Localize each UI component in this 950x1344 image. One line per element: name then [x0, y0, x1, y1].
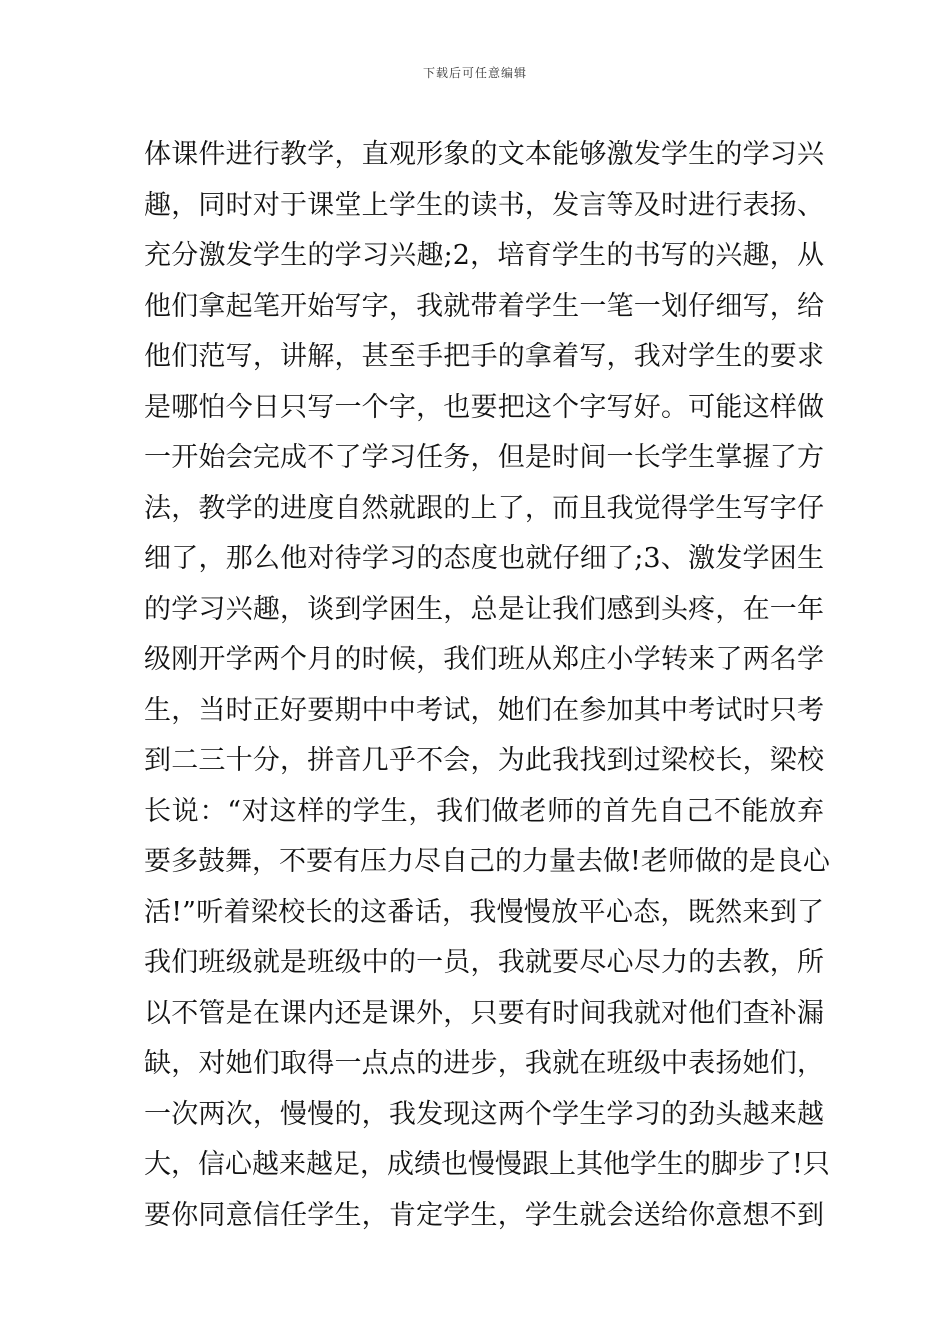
text-line: 一开始会完成不了学习任务，但是时间一长学生掌握了方	[144, 442, 824, 473]
body-text	[144, 130, 830, 1241]
text-line: 要你同意信任学生，肯定学生，学生就会送给你意想不到	[144, 1199, 824, 1231]
text-line: 是哪怕今日只写一个字，也要把这个字写好。可能这样做	[144, 391, 824, 423]
text-line: 要多鼓舞，不要有压力尽自己的力量去做!老师做的是良心	[144, 846, 830, 877]
text-line: 他们范写，讲解，甚至手把手的拿着写，我对学生的要求	[144, 341, 824, 372]
text-line: 体课件进行教学，直观形象的文本能够激发学生的学习兴	[144, 139, 824, 170]
text-line: 缺，对她们取得一点点的进步，我就在班级中表扬她们，	[144, 1048, 824, 1079]
text-line: 级刚开学两个月的时候，我们班从郑庄小学转来了两名学	[144, 644, 824, 675]
text-line: 到二三十分，拼音几乎不会，为此我找到过梁校长，梁校	[144, 745, 824, 776]
text-line: 细了，那么他对待学习的态度也就仔细了;3、激发学困生	[144, 543, 824, 574]
text-line: 活!”听着梁校长的这番话，我慢慢放平心态，既然来到了	[144, 896, 824, 928]
text-line: 长说：“对这样的学生，我们做老师的首先自己不能放弃	[144, 795, 824, 827]
text-line: 趣，同时对于课堂上学生的读书，发言等及时进行表扬、	[144, 189, 824, 221]
text-line: 以不管是在课内还是课外，只要有时间我就对他们查补漏	[144, 997, 824, 1029]
text-line: 大，信心越来越足，成绩也慢慢跟上其他学生的脚步了!只	[144, 1149, 830, 1180]
text-line: 他们拿起笔开始写字，我就带着学生一笔一划仔细写，给	[144, 290, 824, 322]
text-line: 充分激发学生的学习兴趣;2，培育学生的书写的兴趣，从	[144, 240, 824, 271]
text-line: 的学习兴趣，谈到学困生，总是让我们感到头疼，在一年	[144, 593, 824, 625]
page-header: 下载后可任意编辑	[422, 66, 527, 80]
text-line: 一次两次，慢慢的，我发现这两个学生学习的劲头越来越	[144, 1098, 824, 1130]
text-line: 生，当时正好要期中中考试，她们在参加其中考试时只考	[144, 694, 824, 726]
text-line: 法，教学的进度自然就跟的上了，而且我觉得学生写字仔	[144, 492, 824, 524]
text-line: 我们班级就是班级中的一员，我就要尽心尽力的去教，所	[144, 947, 824, 978]
